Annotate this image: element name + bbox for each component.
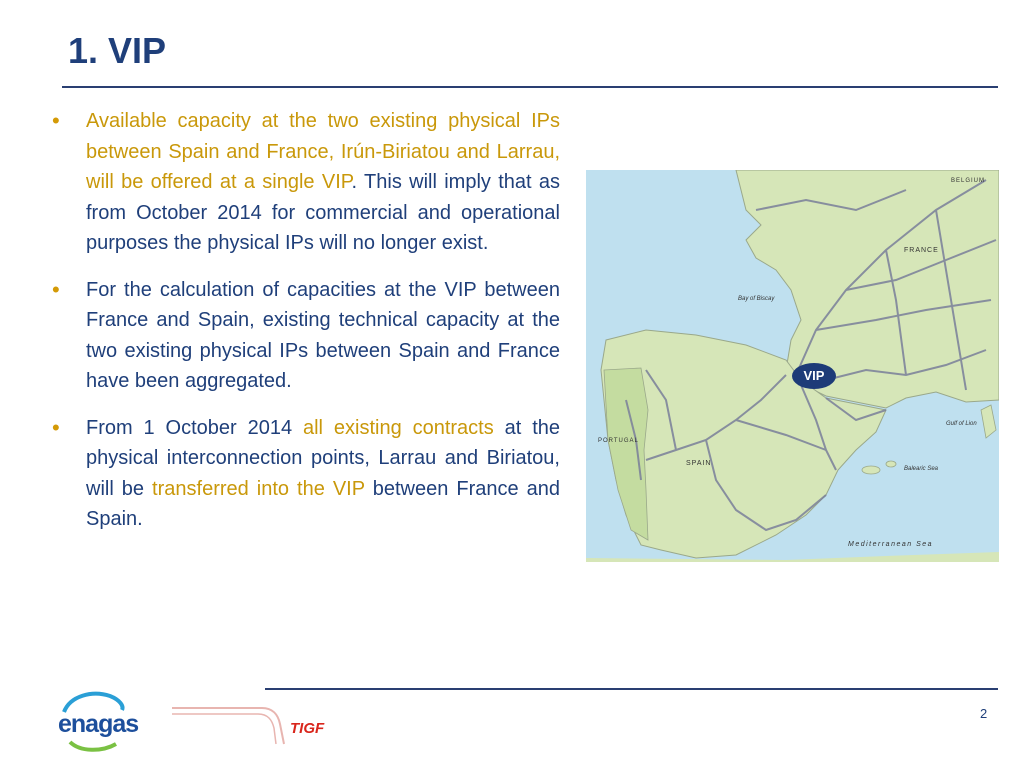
island-land	[862, 466, 880, 474]
footer-divider	[265, 688, 998, 690]
bullet-text-highlight: all existing contracts	[302, 416, 494, 439]
bullet-item	[52, 413, 560, 535]
page-number: 2	[980, 706, 988, 721]
bullet-text-highlight: Available capacity at the two existing physical IPs between Spain and France, Irún-Biriatou and Larrau, will be offered at a single VIP	[86, 110, 560, 193]
label-bay-of-biscay: Bay of Biscay	[738, 296, 775, 302]
map-image	[586, 170, 999, 562]
tigf-logo	[172, 700, 336, 748]
label-france: FRANCE	[904, 247, 939, 254]
bullet-text: For the calculation of capacities at the VIP between France and Spain, existing technical capacity at the two existing physical IPs between Spain and France have been aggregated.	[86, 278, 560, 392]
bullet-item	[52, 275, 560, 397]
bullet-text-highlight: transferred into the VIP	[152, 477, 365, 500]
bullet-text: From 1 October 2014	[86, 416, 303, 439]
enagas-wordmark: enagas	[58, 710, 139, 738]
label-gulf-of-lion: Gulf of Lion	[946, 421, 977, 427]
tigf-wordmark: TIGF	[290, 720, 325, 737]
label-belgium: BELGIUM	[951, 178, 986, 184]
enagas-logo	[52, 690, 148, 752]
island-land	[886, 461, 896, 467]
bullet-marker-icon: •	[52, 108, 60, 133]
title-divider	[62, 86, 998, 88]
bullet-item	[52, 106, 560, 259]
vip-badge: VIP	[792, 363, 836, 389]
label-mediterranean-sea: Mediterranean Sea	[848, 541, 934, 548]
slide-title: 1. VIP	[68, 30, 167, 71]
bullet-text: between France and Spain.	[86, 477, 560, 530]
bullet-marker-icon: •	[52, 414, 60, 440]
label-spain: SPAIN	[686, 460, 712, 467]
bullet-text: at the physical interconnection points, Larrau and Biriatou, will be	[86, 416, 560, 500]
bullet-text: . This will imply that as from October 2014 for commercial and operational purposes the physical IPs will no longer exist.	[86, 171, 561, 254]
pipeline-map	[586, 170, 999, 562]
label-portugal: PORTUGAL	[598, 438, 639, 444]
bullet-marker-icon: •	[52, 276, 60, 302]
bullet-list	[52, 106, 560, 551]
label-balearic-sea: Balearic Sea	[904, 466, 939, 472]
